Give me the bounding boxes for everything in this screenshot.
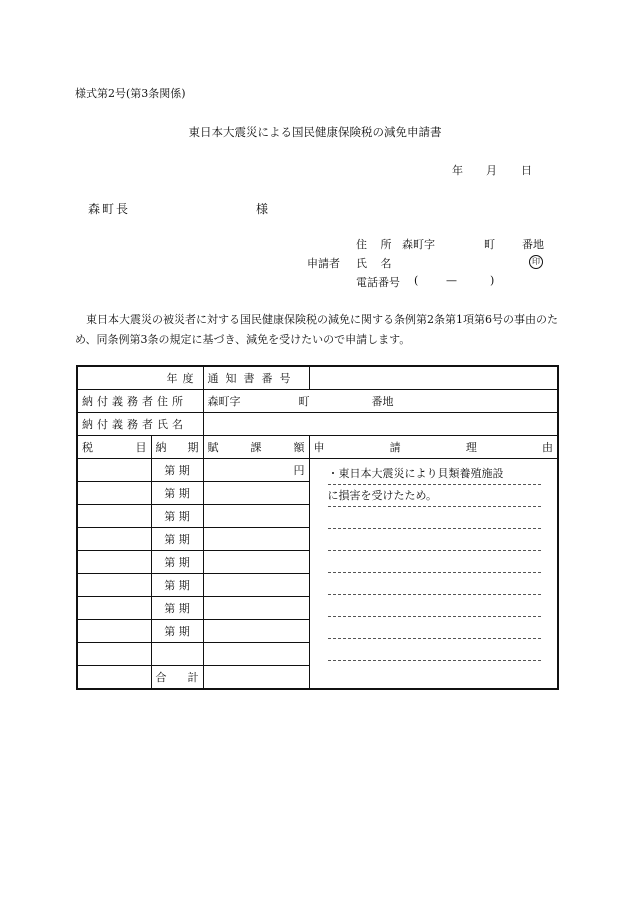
- period-cell[interactable]: 第 期: [151, 459, 203, 482]
- total-label-cell: 合 計: [151, 666, 203, 690]
- assessed-cell[interactable]: [203, 482, 309, 505]
- yen-unit: 円: [293, 464, 305, 477]
- period-cell[interactable]: 第 期: [151, 551, 203, 574]
- taxpayer-name-label: 納付義務者氏名: [77, 413, 203, 436]
- fiscal-year-cell[interactable]: [77, 366, 203, 390]
- assessed-cell[interactable]: [203, 505, 309, 528]
- assessed-cell[interactable]: [203, 551, 309, 574]
- phone-open-paren: (: [414, 274, 419, 287]
- phone-label: 電話番号: [356, 276, 400, 289]
- period-cell[interactable]: 第 期: [151, 620, 203, 643]
- tax-item-cell[interactable]: [77, 574, 151, 597]
- tax-item-cell[interactable]: [77, 643, 151, 666]
- reason-line[interactable]: [328, 551, 542, 573]
- header-tax-item: [77, 436, 151, 459]
- taxpayer-address-value[interactable]: [203, 390, 558, 413]
- phone-close-paren: ): [490, 274, 495, 287]
- taxpayer-address-banchi: 番地: [371, 395, 394, 408]
- fiscal-year-label: 年度: [166, 372, 199, 385]
- reason-line[interactable]: [328, 595, 542, 617]
- address-banchi: 番地: [522, 238, 544, 251]
- applicant-label: 申請者: [307, 257, 340, 270]
- assessed-cell[interactable]: [203, 459, 309, 482]
- total-amount-cell[interactable]: [203, 666, 309, 690]
- reason-line[interactable]: に損害を受けたため。: [328, 485, 542, 507]
- period-cell[interactable]: [151, 643, 203, 666]
- name-label: 氏 名: [356, 257, 397, 270]
- reason-line[interactable]: [328, 507, 542, 529]
- assessed-cell[interactable]: [203, 574, 309, 597]
- taxpayer-address-prefix: 森町字: [207, 395, 241, 408]
- period-cell[interactable]: 第 期: [151, 574, 203, 597]
- header-reason: 申 請 理 由: [309, 436, 558, 459]
- reason-line[interactable]: [328, 529, 542, 551]
- document-title: 東日本大震災による国民健康保険税の減免申請書: [188, 125, 442, 139]
- tax-item-cell[interactable]: [77, 459, 151, 482]
- reason-cell[interactable]: [309, 459, 558, 690]
- period-cell[interactable]: 第 期: [151, 528, 203, 551]
- reason-lines: [328, 463, 542, 661]
- period-cell[interactable]: 第 期: [151, 482, 203, 505]
- application-table: [76, 365, 559, 690]
- taxpayer-address-label: 納付義務者住所: [77, 390, 203, 413]
- period-cell[interactable]: 第 期: [151, 597, 203, 620]
- assessed-cell[interactable]: [203, 620, 309, 643]
- address-prefix: 森町字: [402, 238, 435, 251]
- notice-number-value[interactable]: [309, 366, 558, 390]
- date-day: 日: [521, 164, 532, 177]
- tax-item-cell[interactable]: [77, 551, 151, 574]
- tax-item-cell[interactable]: [77, 482, 151, 505]
- reason-line[interactable]: [328, 573, 542, 595]
- reason-line[interactable]: ・東日本大震災により貝類養殖施設: [328, 463, 542, 485]
- period-cell[interactable]: 第 期: [151, 505, 203, 528]
- date-year: 年: [452, 164, 463, 177]
- addressee-town-head: 森町長: [88, 202, 131, 216]
- form-id: 様式第2号(第3条関係): [75, 87, 186, 100]
- taxpayer-name-value[interactable]: [203, 413, 558, 436]
- date-month: 月: [486, 164, 497, 177]
- taxpayer-address-machi: 町: [298, 395, 310, 408]
- tax-item-cell[interactable]: [77, 505, 151, 528]
- body-text: 東日本大震災の被災者に対する国民健康保険税の減免に関する条例第2条第1項第6号の事由のため、同条例第3条の規定に基づき、減免を受けたいので申請します。: [75, 313, 558, 346]
- header-period: 納 期: [151, 436, 203, 459]
- notice-number-label: 通知書番号: [203, 366, 309, 390]
- total-tax-item-cell[interactable]: [77, 666, 151, 690]
- assessed-cell[interactable]: [203, 597, 309, 620]
- header-assessed: 賦 課 額: [203, 436, 309, 459]
- addressee-honorific: 様: [256, 202, 269, 216]
- address-label: 住 所: [356, 238, 397, 251]
- tax-item-cell[interactable]: [77, 528, 151, 551]
- assessed-cell[interactable]: [203, 643, 309, 666]
- address-machi: 町: [484, 238, 495, 251]
- assessed-cell[interactable]: [203, 528, 309, 551]
- seal-mark: 印: [529, 255, 543, 269]
- reason-line[interactable]: [328, 639, 542, 661]
- header-tax-item-text: 税 目: [82, 441, 147, 454]
- reason-line[interactable]: [328, 617, 542, 639]
- tax-item-cell[interactable]: [77, 597, 151, 620]
- phone-dash: —: [446, 274, 457, 287]
- tax-item-cell[interactable]: [77, 620, 151, 643]
